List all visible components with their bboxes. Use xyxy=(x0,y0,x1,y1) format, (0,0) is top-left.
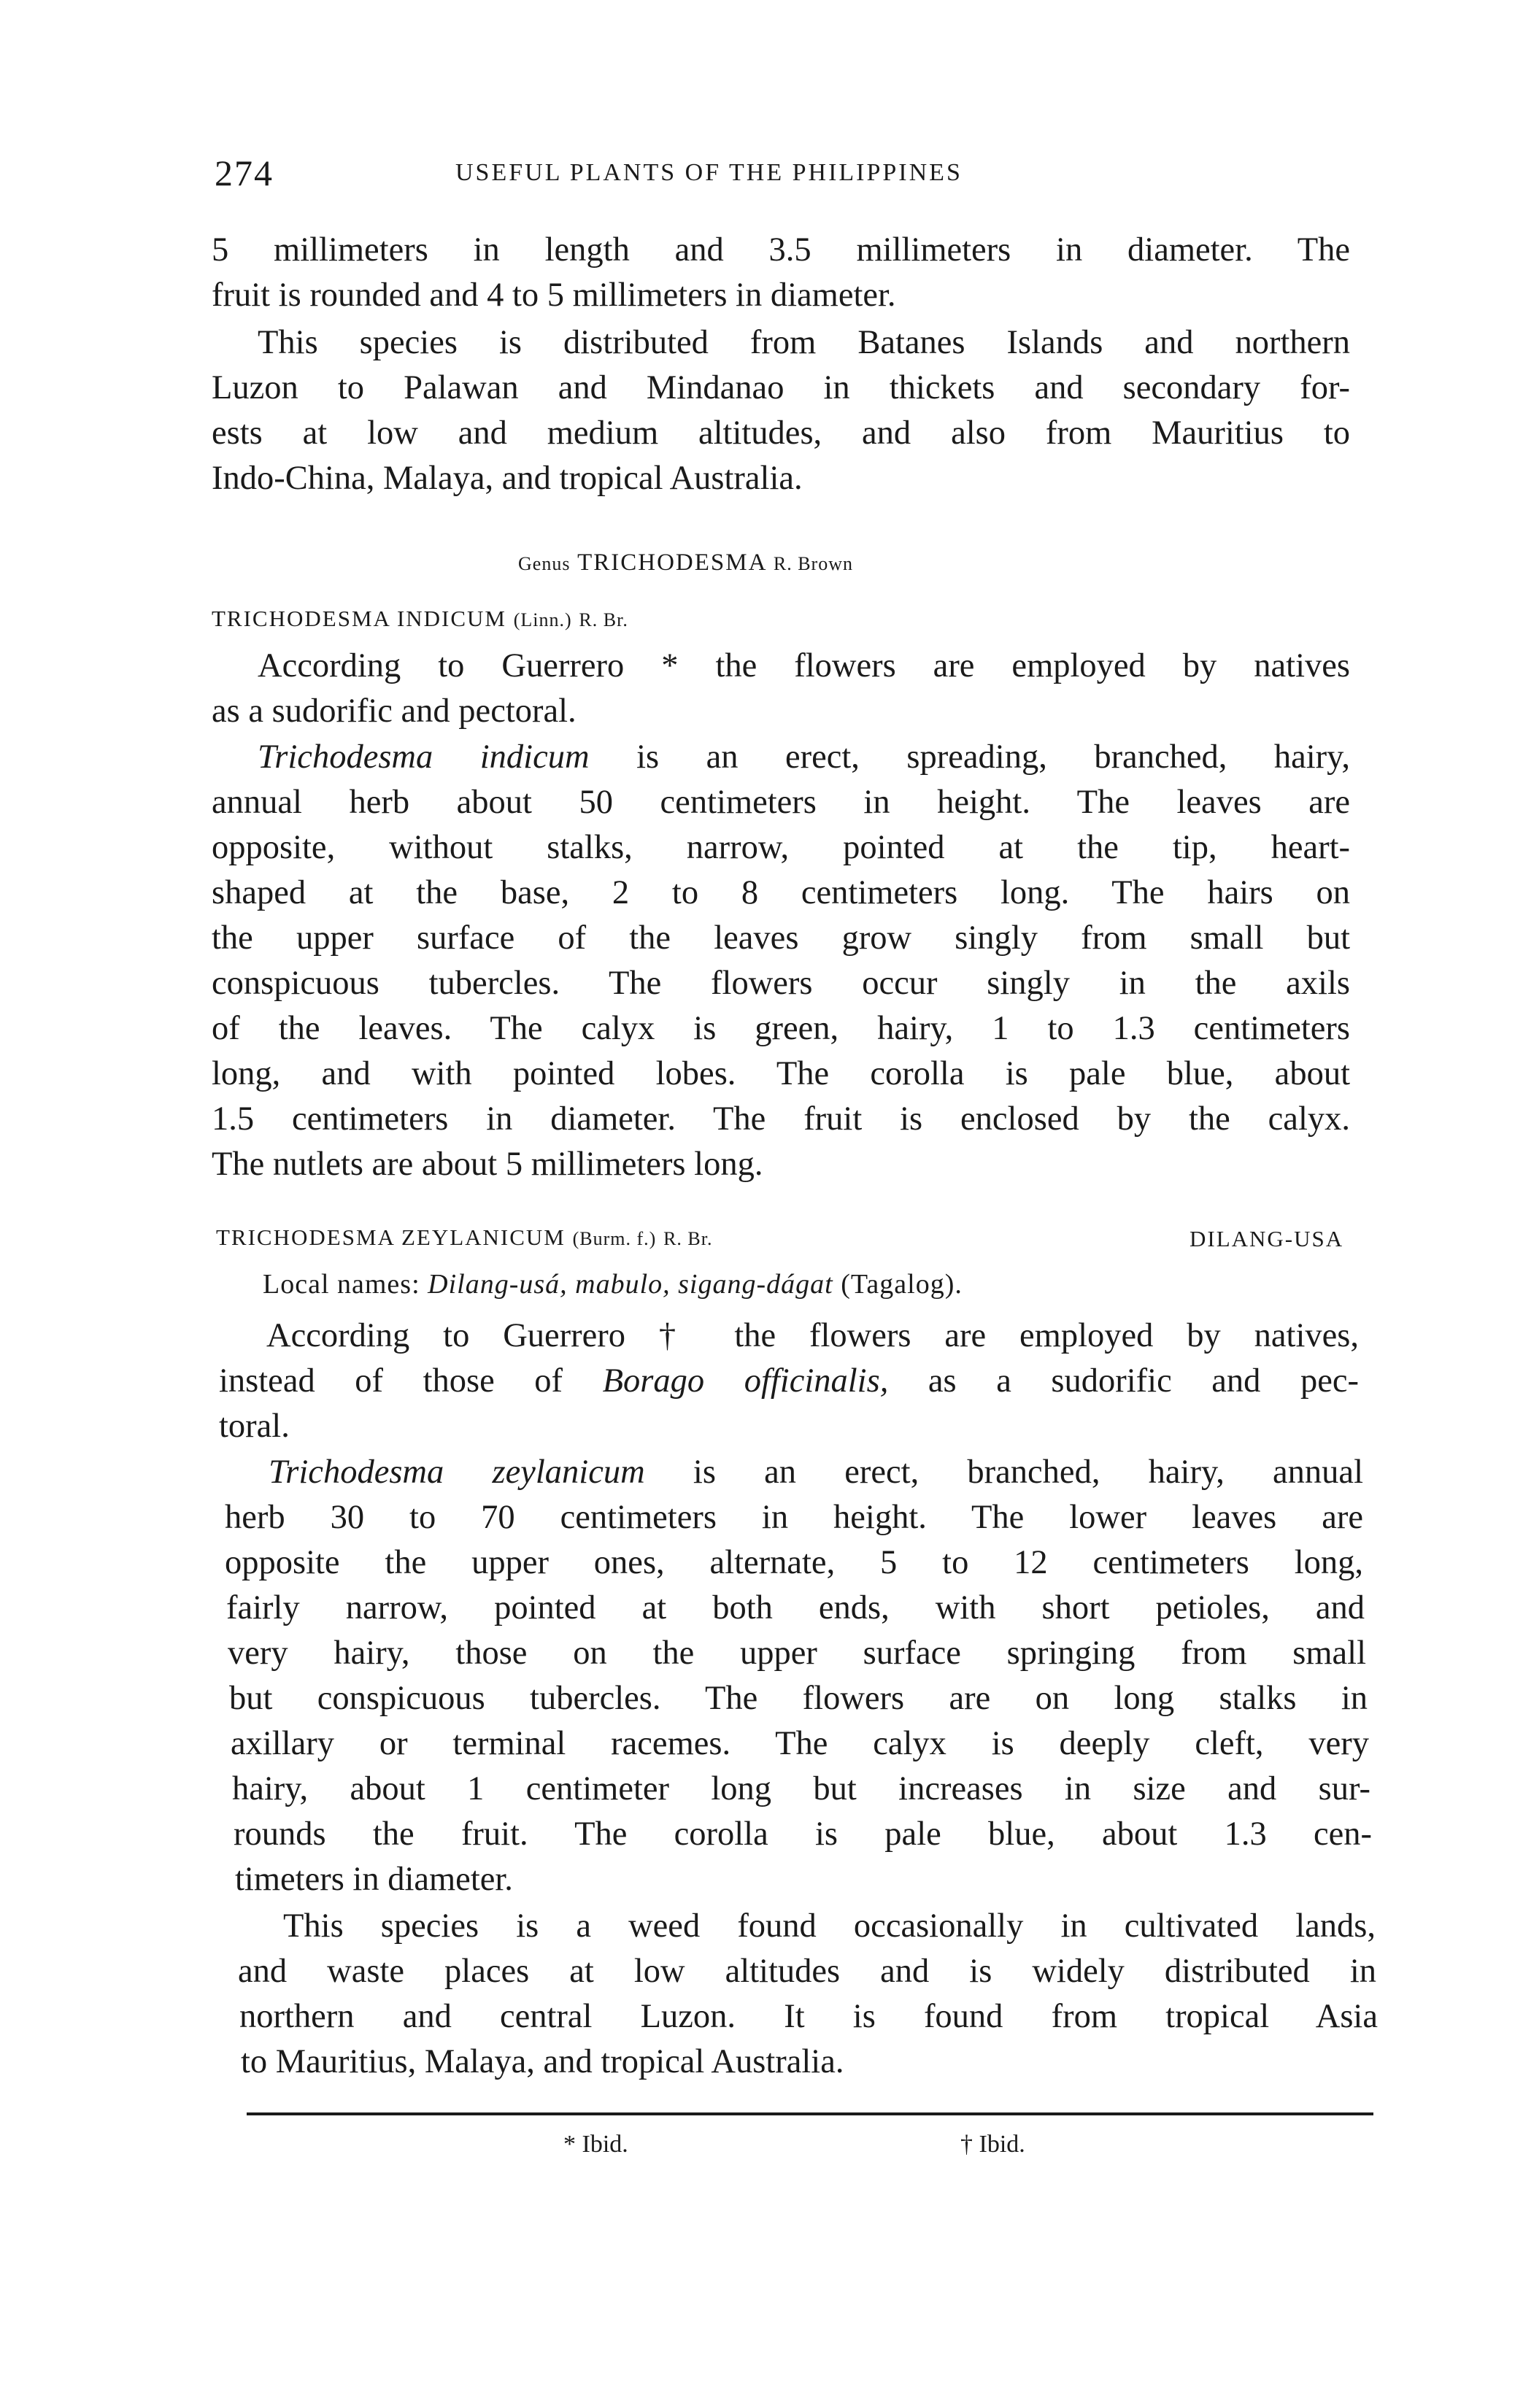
footnote-rule xyxy=(247,2112,1373,2115)
text-line: Trichodesma zeylanicum is an erect, branched, hairy, annual xyxy=(269,1454,1363,1491)
text-line: fruit is rounded and 4 to 5 millimeters in diameter. xyxy=(212,277,896,314)
text-line: toral. xyxy=(219,1408,290,1445)
species-heading xyxy=(216,1226,713,1249)
text-line: and waste places at low altitudes and is widely distributed in xyxy=(238,1953,1376,1990)
text-line: of the leaves. The calyx is green, hairy, 1 to 1.3 centimeters xyxy=(212,1010,1350,1047)
footnote-2: † Ibid. xyxy=(960,2131,1025,2158)
text-line: very hairy, those on the upper surface springing from small xyxy=(228,1635,1366,1672)
text-line: opposite the upper ones, alternate, 5 to 12 centimeters long, xyxy=(225,1544,1363,1581)
genus-author: R. Brown xyxy=(773,553,853,574)
text-line: According to Guerrero * the flowers are employed by natives xyxy=(258,647,1350,684)
species-heading xyxy=(212,607,628,630)
text-line: but conspicuous tubercles. The flowers are on long stalks in xyxy=(229,1680,1368,1717)
text-line: as a sudorific and pectoral. xyxy=(212,692,577,730)
running-head: USEFUL PLANTS OF THE PHILIPPINES xyxy=(455,159,963,186)
text-line: Luzon to Palawan and Mindanao in thickets and secondary for- xyxy=(212,369,1350,406)
text-line: ests at low and medium altitudes, and also from Mauritius to xyxy=(212,414,1350,452)
text-line: The nutlets are about 5 millimeters long. xyxy=(212,1146,763,1183)
species-author-paren: (Linn.) xyxy=(513,609,572,630)
text-line: 1.5 centimeters in diameter. The fruit is enclosed by the calyx. xyxy=(212,1100,1350,1138)
text-line: axillary or terminal racemes. The calyx is deeply cleft, very xyxy=(231,1725,1369,1762)
species-name: TRICHODESMA INDICUM xyxy=(212,606,506,631)
text-line: Trichodesma indicum is an erect, spreading, branched, hairy, xyxy=(258,738,1350,776)
species-name: TRICHODESMA ZEYLANICUM xyxy=(216,1224,566,1250)
text-line: shaped at the base, 2 to 8 centimeters long. The hairs on xyxy=(212,874,1350,911)
text-line: conspicuous tubercles. The flowers occur singly in the axils xyxy=(212,965,1350,1002)
text-line: to Mauritius, Malaya, and tropical Australia. xyxy=(241,2043,844,2080)
text-line: timeters in diameter. xyxy=(235,1861,513,1898)
text-line: rounds the fruit. The corolla is pale blue, about 1.3 cen- xyxy=(234,1815,1372,1853)
text-line: This species is distributed from Batanes Islands and northern xyxy=(258,324,1350,361)
genus-heading xyxy=(518,551,853,575)
text-line: fairly narrow, pointed at both ends, with short petioles, and xyxy=(226,1589,1365,1626)
text-line: the upper surface of the leaves grow singly from small but xyxy=(212,919,1350,957)
text-line: 5 millimeters in length and 3.5 millimeters in diameter. The xyxy=(212,231,1350,269)
text-line: instead of those of Borago officinalis, as a sudorific and pec- xyxy=(219,1362,1359,1400)
text-line: Indo-China, Malaya, and tropical Australia. xyxy=(212,460,803,497)
text-line: hairy, about 1 centimeter long but increases in size and sur- xyxy=(232,1770,1370,1807)
text-line: herb 30 to 70 centimeters in height. The lower leaves are xyxy=(225,1499,1363,1536)
footnote-1: * Ibid. xyxy=(563,2131,628,2158)
local-names: Local names: Dilang-usá, mabulo, sigang-dágat (Tagalog). xyxy=(263,1269,963,1300)
text-line: long, and with pointed lobes. The corolla is pale blue, about xyxy=(212,1055,1350,1092)
species-author-paren: (Burm. f.) xyxy=(572,1228,657,1249)
species-author: R. Br. xyxy=(663,1228,713,1249)
species-author: R. Br. xyxy=(579,609,628,630)
species-name-italic: Trichodesma indicum xyxy=(258,738,590,776)
species-name-italic: Borago officinalis, xyxy=(602,1362,889,1400)
page-number: 274 xyxy=(215,153,274,193)
genus-prefix: Genus xyxy=(518,553,571,574)
text-line: opposite, without stalks, narrow, pointed at the tip, heart- xyxy=(212,829,1350,866)
text-line: northern and central Luzon. It is found from tropical Asia xyxy=(239,1998,1378,2035)
local-names-italic: Dilang-usá, mabulo, sigang-dágat xyxy=(428,1269,833,1300)
species-name-italic: Trichodesma zeylanicum xyxy=(269,1454,645,1491)
text-line: annual herb about 50 centimeters in height. The leaves are xyxy=(212,784,1350,821)
text-line: According to Guerrero † the flowers are employed by natives, xyxy=(266,1317,1359,1354)
page-header xyxy=(215,152,1353,210)
text-line: This species is a weed found occasionally in cultivated lands, xyxy=(283,1907,1376,1945)
vernacular-name: DILANG-USA xyxy=(1190,1226,1344,1251)
genus-name: TRICHODESMA xyxy=(577,549,766,576)
